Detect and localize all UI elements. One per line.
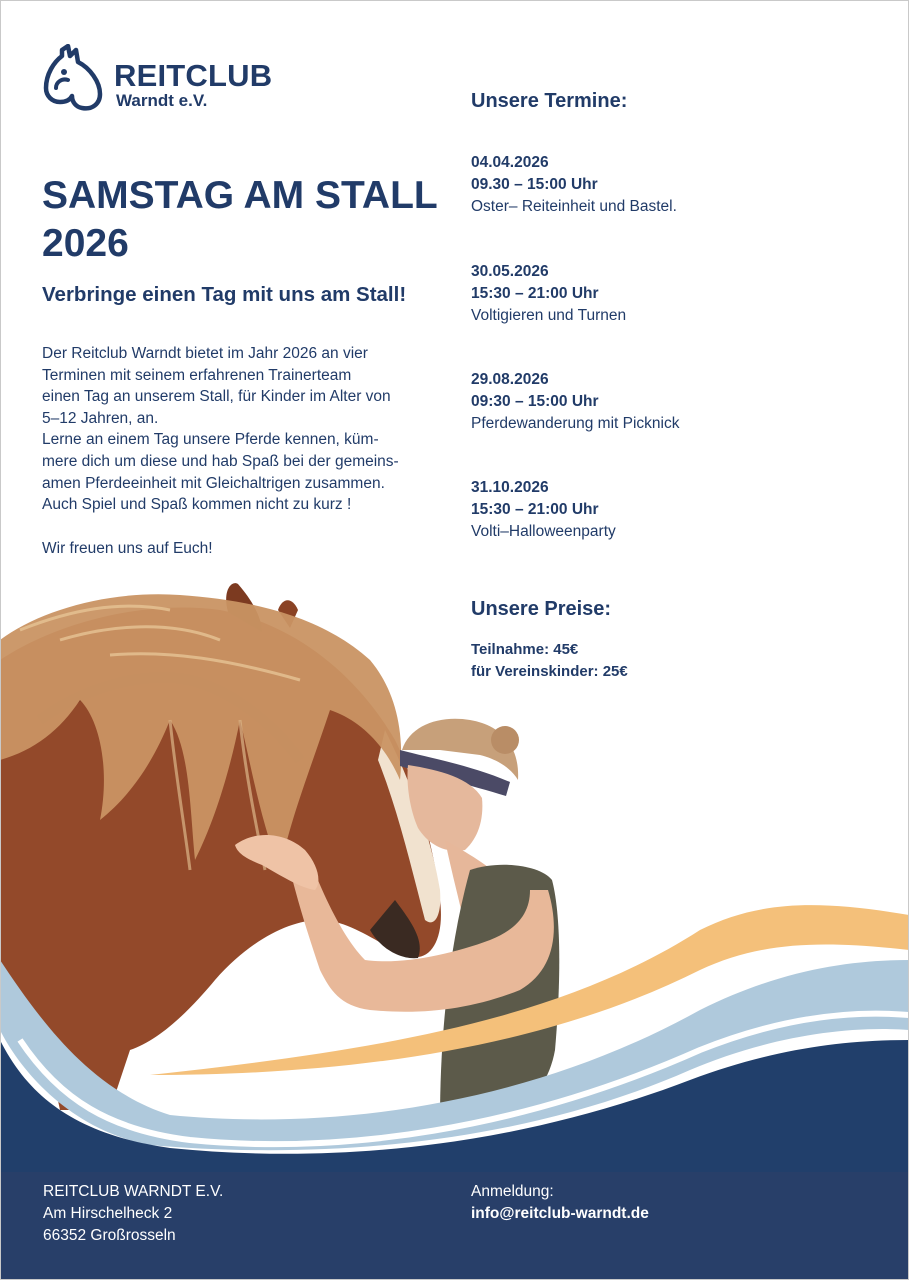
description-line: einen Tag an unserem Stall, für Kinder im Alter von [42, 388, 391, 406]
event-date: 04.04.2026 [471, 154, 549, 171]
footer-city: 66352 Großrosseln [43, 1227, 176, 1244]
description-line: Lerne an einem Tag unsere Pferde kennen, küm- [42, 431, 379, 449]
page-subtitle: Verbringe einen Tag mit uns am Stall! [42, 283, 407, 306]
event-time: 15:30 – 21:00 Uhr [471, 285, 599, 302]
event-item [471, 369, 871, 435]
event-title: Pferdewanderung mit Picknick [471, 415, 680, 432]
description-line: Der Reitclub Warndt bietet im Jahr 2026 an vier [42, 345, 368, 362]
event-date: 30.05.2026 [471, 263, 549, 280]
price-item: für Vereinskinder: 25€ [471, 663, 628, 680]
description [42, 343, 442, 516]
termine-heading: Unsere Termine: [471, 90, 628, 112]
footer-club-name: REITCLUB WARNDT E.V. [43, 1183, 224, 1200]
description-line: mere dich um diese und hab Spaß bei der gemeins- [42, 452, 399, 470]
closing-text: Wir freuen uns auf Euch! [42, 540, 213, 557]
event-time: 09:30 – 15:00 Uhr [471, 393, 599, 410]
event-date: 31.10.2026 [471, 479, 549, 496]
footer-registration [471, 1181, 649, 1225]
description-line: Terminen mit seinem erfahrenen Trainerteam [42, 366, 352, 384]
registration-label: Anmeldung: [471, 1183, 554, 1200]
description-line: amen Pferdeeinheit mit Gleichaltrigen zusammen. [42, 474, 385, 492]
event-title: Oster– Reiteinheit und Bastel. [471, 198, 677, 215]
event-time: 15:30 – 21:00 Uhr [471, 501, 599, 518]
page-title: SAMSTAG AM STALL 2026 [42, 174, 438, 265]
description-line: Auch Spiel und Spaß kommen nicht zu kurz ! [42, 496, 352, 514]
email-link[interactable]: info@reitclub-warndt.de [471, 1205, 649, 1222]
event-time: 09.30 – 15:00 Uhr [471, 176, 598, 193]
price-item: Teilnahme: 45€ [471, 641, 579, 658]
footer-street: Am Hirschelheck 2 [43, 1205, 173, 1222]
event-item [471, 152, 871, 218]
horse-head-icon [42, 44, 104, 112]
logo-subtitle: Warndt e.V. [116, 91, 208, 110]
logo-name: REITCLUB [114, 58, 273, 93]
event-item [471, 477, 871, 543]
event-title: Voltigieren und Turnen [471, 307, 627, 324]
event-title: Volti–Halloweenparty [471, 523, 616, 540]
description-line: 5–12 Jahren, an. [42, 409, 159, 427]
event-date: 29.08.2026 [471, 371, 549, 388]
preise-heading: Unsere Preise: [471, 598, 612, 620]
footer-address [43, 1181, 223, 1247]
event-item [471, 261, 871, 327]
club-logo [42, 44, 302, 114]
